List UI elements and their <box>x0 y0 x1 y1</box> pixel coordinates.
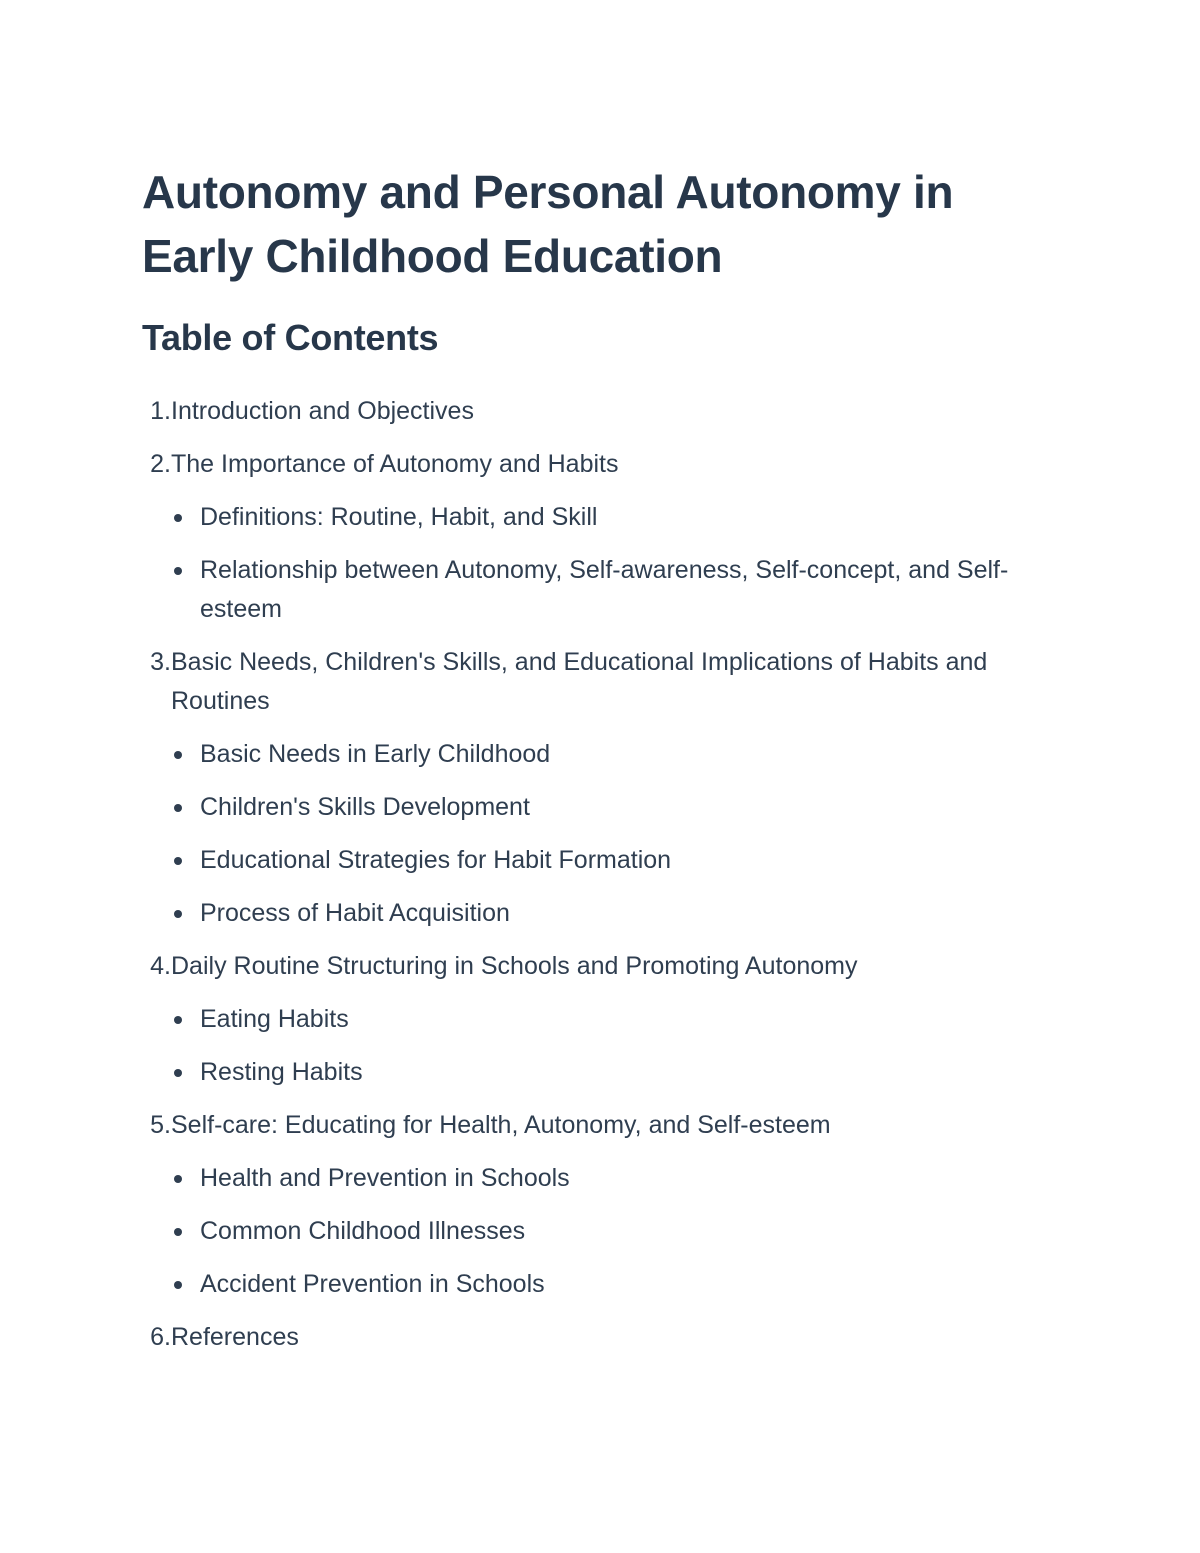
toc-subitem: Relationship between Autonomy, Self-awareness, Self-concept, and Self-esteem <box>142 551 1072 629</box>
toc-subitem: Educational Strategies for Habit Formation <box>142 841 1072 880</box>
bullet-icon <box>142 1212 200 1251</box>
toc-subitem: Eating Habits <box>142 1000 1072 1039</box>
bullet-icon <box>142 841 200 880</box>
toc-item-number: 5. <box>150 1111 171 1139</box>
toc-subitem: Children's Skills Development <box>142 788 1072 827</box>
document-title: Autonomy and Personal Autonomy in Early Childhood Education <box>142 166 954 282</box>
toc-subitem: Health and Prevention in Schools <box>142 1159 1072 1198</box>
toc-item-label: Daily Routine Structuring in Schools and Promoting Autonomy <box>171 952 858 980</box>
toc-sublist <box>142 1159 1072 1304</box>
toc-item-label: Self-care: Educating for Health, Autonomy, and Self-esteem <box>171 1111 831 1139</box>
bullet-icon <box>142 1159 200 1198</box>
toc-sublist <box>142 498 1072 629</box>
toc-item-references <box>142 1318 1072 1357</box>
bullet-icon <box>142 788 200 827</box>
bullet-icon <box>142 551 200 629</box>
toc-subitem: Basic Needs in Early Childhood <box>142 735 1072 774</box>
toc-subitem: Definitions: Routine, Habit, and Skill <box>142 498 1072 537</box>
toc-item-number: 2. <box>150 450 171 478</box>
toc-item-label: References <box>171 1323 299 1351</box>
bullet-icon <box>142 735 200 774</box>
document-page <box>142 160 1072 1371</box>
bullet-icon <box>142 1265 200 1304</box>
bullet-icon <box>142 894 200 933</box>
bullet-icon <box>142 498 200 537</box>
toc-item-label: The Importance of Autonomy and Habits <box>171 450 619 478</box>
toc-sublist <box>142 1000 1072 1092</box>
toc-item-number: 4. <box>150 952 171 980</box>
toc-subitem: Accident Prevention in Schools <box>142 1265 1072 1304</box>
toc-item-basic-needs <box>142 643 1072 933</box>
toc-item-introduction <box>142 392 1072 431</box>
toc-item-number: 1. <box>150 397 171 425</box>
toc-item-label: Introduction and Objectives <box>171 397 474 425</box>
toc-item-daily-routine <box>142 947 1072 1092</box>
toc-subitem: Resting Habits <box>142 1053 1072 1092</box>
toc-item-number: 6. <box>150 1323 171 1351</box>
toc-item-importance <box>142 445 1072 629</box>
toc-heading: Table of Contents <box>142 317 439 358</box>
toc-item-label: Basic Needs, Children's Skills, and Educational Implications of Habits and Routines <box>171 648 988 715</box>
toc-subitem: Process of Habit Acquisition <box>142 894 1072 933</box>
toc-subitem: Common Childhood Illnesses <box>142 1212 1072 1251</box>
toc-item-number: 3. <box>150 648 171 676</box>
table-of-contents <box>142 392 1072 1357</box>
toc-sublist <box>142 735 1072 933</box>
bullet-icon <box>142 1053 200 1092</box>
toc-item-self-care <box>142 1106 1072 1304</box>
bullet-icon <box>142 1000 200 1039</box>
